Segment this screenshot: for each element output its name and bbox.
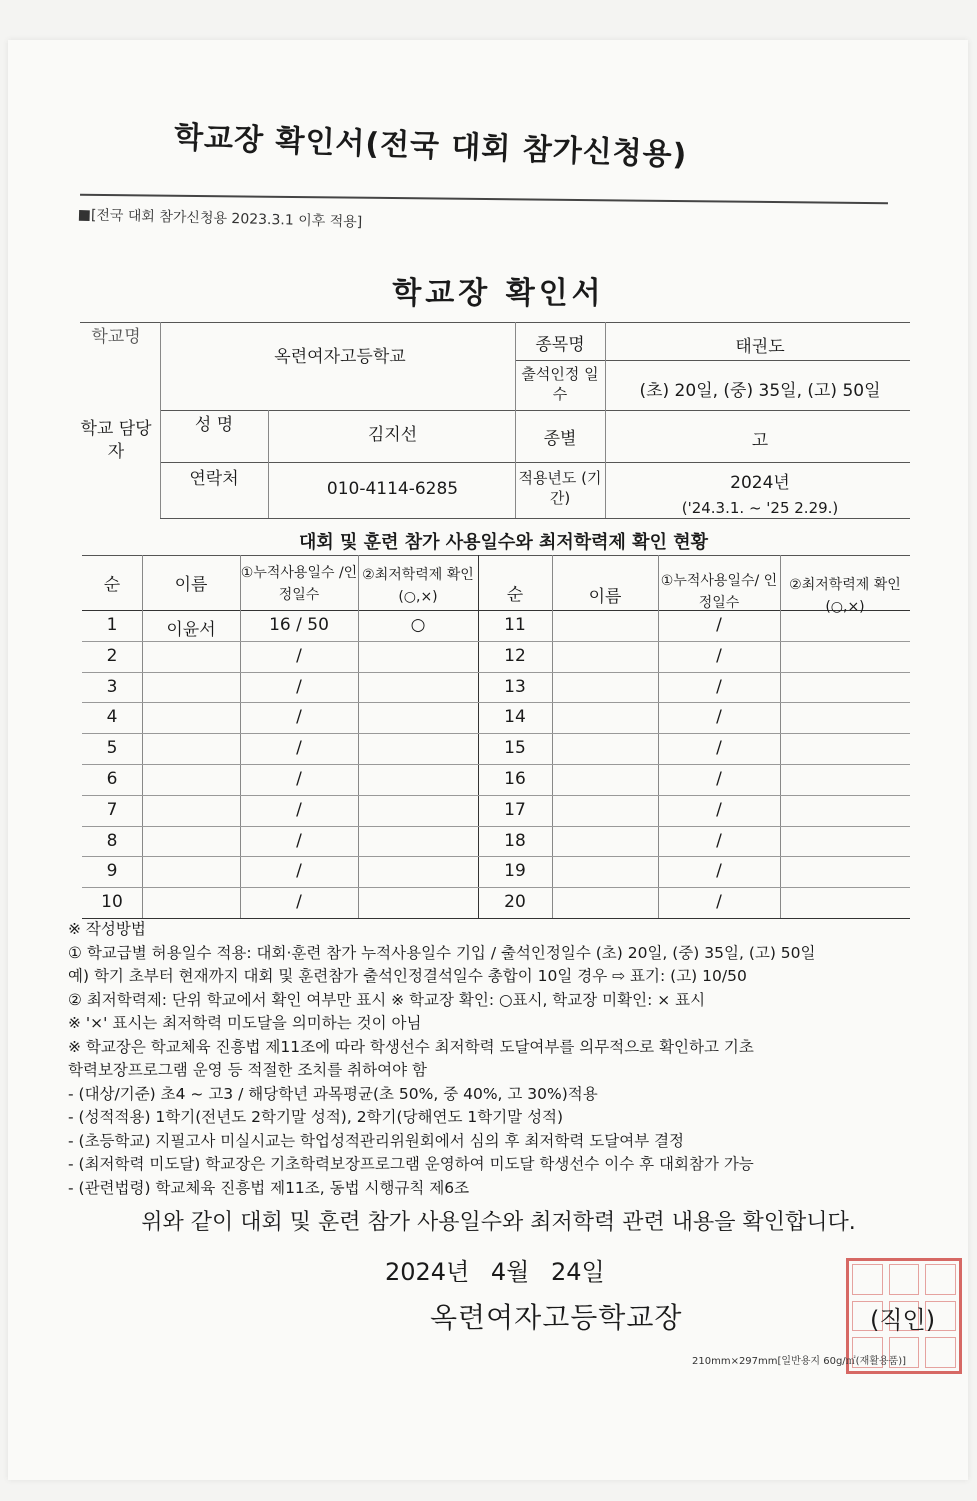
row-divider: [478, 702, 910, 703]
row-divider: [82, 672, 478, 673]
instruction-line: ② 최저학력제: 단위 학교에서 확인 여부만 표시 ※ 학교장 확인: ○표시, 학교장 미확인: × 표시: [68, 990, 706, 1009]
row-divider: [478, 641, 910, 642]
confirmation-statement: 위와 같이 대회 및 훈련 참가 사용일수와 최저학력 관련 내용을 확인합니다.: [141, 1210, 856, 1235]
table-cell-no: 14: [504, 707, 526, 728]
info-rule: [160, 462, 910, 463]
table-cell-no: 9: [106, 861, 118, 882]
table-cell-no: 18: [504, 830, 526, 851]
info-rule: [160, 322, 161, 518]
period-value: ('24.3.1. ~ '25 2.29.): [681, 499, 839, 517]
table-cell-no: 17: [504, 799, 526, 820]
row-divider: [478, 856, 910, 857]
instruction-line: ※ '×' 표시는 최저학력 미도달을 의미하는 것이 아님: [68, 1014, 422, 1032]
table-cell-days: /: [296, 645, 302, 666]
info-rule: [268, 410, 269, 518]
row-divider: [478, 764, 910, 765]
table-rule: [142, 555, 143, 918]
col-header-no: 순: [103, 575, 121, 595]
info-rule: [160, 410, 910, 411]
info-rule: [515, 360, 910, 361]
row-divider: [82, 795, 478, 796]
table-cell-no: 5: [106, 738, 118, 759]
instruction-line: ① 학교급별 허용일수 적용: 대회·훈련 참가 누적사용일수 기입 / 출석인정일수 (초) 20일, (중) 35일, (고) 50일: [68, 943, 816, 962]
table-cell-days: /: [296, 676, 302, 697]
table-cell-no: 10: [101, 892, 123, 913]
table-cell-no: 1: [106, 615, 118, 635]
row-divider: [478, 672, 910, 673]
col-header-days-right: ①누적사용일수/ 인정일수: [660, 573, 778, 611]
school-name-label: 학교명: [91, 327, 141, 347]
info-rule: [605, 322, 606, 518]
table-cell-days: /: [716, 676, 722, 697]
row-divider: [82, 733, 478, 734]
manager-label: 학교 담당자: [80, 419, 152, 462]
school-name-value: 옥련여자고등학교: [274, 347, 406, 367]
col-header-days: ①누적사용일수 /인정일수: [240, 565, 358, 603]
table-cell-no: 3: [106, 676, 118, 697]
contact-person-value: 김지선: [367, 425, 418, 445]
page-title: 학교장 확인서: [392, 276, 605, 311]
col-header-name: 이름: [174, 575, 208, 595]
instruction-line: - (성적적용) 1학기(전년도 2학기말 성적), 2학기(당해연도 1학기말 성적): [68, 1108, 564, 1126]
table-cell-days: /: [716, 738, 722, 759]
table-cell-name: 이윤서: [166, 620, 216, 640]
document-header-title: 학교장 확인서(전국 대회 참가신청용): [173, 119, 688, 173]
row-divider: [478, 733, 910, 734]
table-cell-no: 8: [106, 830, 118, 851]
row-divider: [478, 887, 910, 888]
table-cell-days: /: [296, 892, 302, 913]
event-value: 태권도: [735, 337, 785, 357]
applicability-note: ■[전국 대회 참가신청용 2023.3.1 이후 적용]: [77, 206, 363, 231]
instruction-line: - (대상/기준) 초4 ~ 고3 / 해당학년 과목평균(초 50%, 중 40%, 고 30%)적용: [68, 1084, 598, 1103]
table-cell-no: 20: [504, 892, 526, 913]
col-header-no-right: 순: [506, 585, 524, 605]
principal-name: 옥련여자고등학교장: [430, 1301, 683, 1334]
table-cell-no: 16: [504, 769, 526, 789]
table-cell-no: 12: [504, 645, 526, 666]
issue-date: 2024년 4월 24일: [385, 1258, 605, 1286]
table-cell-days: 16 / 50: [269, 615, 329, 635]
contact-person-label: 성 명: [194, 415, 234, 435]
phone-label: 연락처: [189, 469, 239, 489]
attendance-label: 출석인정 일수: [521, 365, 599, 404]
instruction-line: ※ 학교장은 학교체육 진흥법 제11조에 따라 학생선수 최저학력 도달여부를 의무적으로 확인하고 기초: [68, 1037, 754, 1056]
table-cell-no: 11: [504, 615, 526, 635]
year-label: 적용년도 (기간): [518, 469, 602, 508]
table-cell-days: /: [296, 830, 302, 851]
table-rule: [552, 555, 553, 918]
table-cell-days: /: [716, 799, 722, 820]
table-cell-no: 7: [106, 799, 118, 820]
instruction-line: 예) 학기 초부터 현재까지 대회 및 훈련참가 출석인정결석일수 총합이 10일 경우 ⇨ 표기: (고) 10/50: [68, 967, 747, 985]
instruction-line: - (최저학력 미도달) 학교장은 기초학력보장프로그램 운영하여 미도달 학생선수 이수 후 대회참가 가능: [68, 1155, 754, 1173]
table-cell-days: /: [716, 769, 722, 789]
instructions-heading: ※ 작성방법: [68, 920, 146, 938]
table-cell-days: /: [296, 799, 302, 820]
row-divider: [478, 795, 910, 796]
table-cell-days: /: [296, 769, 302, 789]
table-cell-days: /: [716, 892, 722, 913]
row-divider: [478, 826, 910, 827]
level-label: 종별: [543, 429, 577, 449]
info-rule: [80, 322, 910, 323]
instructions: [68, 918, 938, 1200]
phone-value: 010-4114-6285: [326, 479, 459, 499]
table-cell-days: /: [716, 830, 722, 851]
row-divider: [82, 856, 478, 857]
table-cell-no: 4: [106, 707, 118, 728]
seal-glyph: [925, 1337, 956, 1368]
instruction-line: - (관련법령) 학교체육 진흥법 제11조, 동법 시행규칙 제6조: [68, 1178, 470, 1197]
paper-spec-footer: 210mm×297mm[일반용지 60g/㎡(재활용품)]: [692, 1356, 907, 1367]
table-rule: [358, 555, 359, 918]
col-header-check-right: ②최저학력제 확인(○,×): [789, 577, 901, 615]
section-title: 대회 및 훈련 참가 사용일수와 최저학력제 확인 현황: [298, 532, 708, 553]
row-divider: [82, 887, 478, 888]
level-value: 고: [751, 431, 769, 451]
row-divider: [82, 641, 478, 642]
instruction-line: - (초등학교) 지필고사 미실시교는 학업성적관리위원회에서 심의 후 최저학력 도달여부 결정: [68, 1131, 685, 1150]
table-cell-no: 6: [106, 769, 118, 789]
table-cell-check: ○: [410, 615, 426, 635]
event-label: 종목명: [535, 335, 585, 355]
table-cell-days: /: [716, 645, 722, 666]
table-cell-no: 2: [106, 645, 118, 666]
table-cell-no: 15: [504, 738, 526, 759]
table-cell-days: /: [716, 861, 722, 882]
seal-label: (직인): [870, 1306, 936, 1334]
seal-glyph: [925, 1264, 956, 1295]
attendance-value: (초) 20일, (중) 35일, (고) 50일: [639, 381, 881, 401]
col-header-check: ②최저학력제 확인(○,×): [362, 567, 474, 605]
table-cell-days: /: [716, 707, 722, 728]
table-rule: [82, 555, 910, 556]
row-divider: [82, 702, 478, 703]
table-cell-days: /: [716, 615, 722, 635]
seal-glyph: [852, 1264, 883, 1295]
table-cell-no: 19: [504, 861, 526, 882]
table-cell-days: /: [296, 707, 302, 728]
row-divider: [82, 826, 478, 827]
table-cell-no: 13: [504, 676, 526, 697]
year-value: 2024년: [730, 473, 790, 493]
row-divider: [82, 764, 478, 765]
table-cell-days: /: [296, 738, 302, 759]
table-cell-days: /: [296, 861, 302, 882]
seal-glyph: [889, 1264, 920, 1295]
instruction-line: 학력보장프로그램 운영 등 적절한 조치를 취하여야 함: [68, 1061, 427, 1079]
col-header-name-right: 이름: [588, 587, 622, 607]
